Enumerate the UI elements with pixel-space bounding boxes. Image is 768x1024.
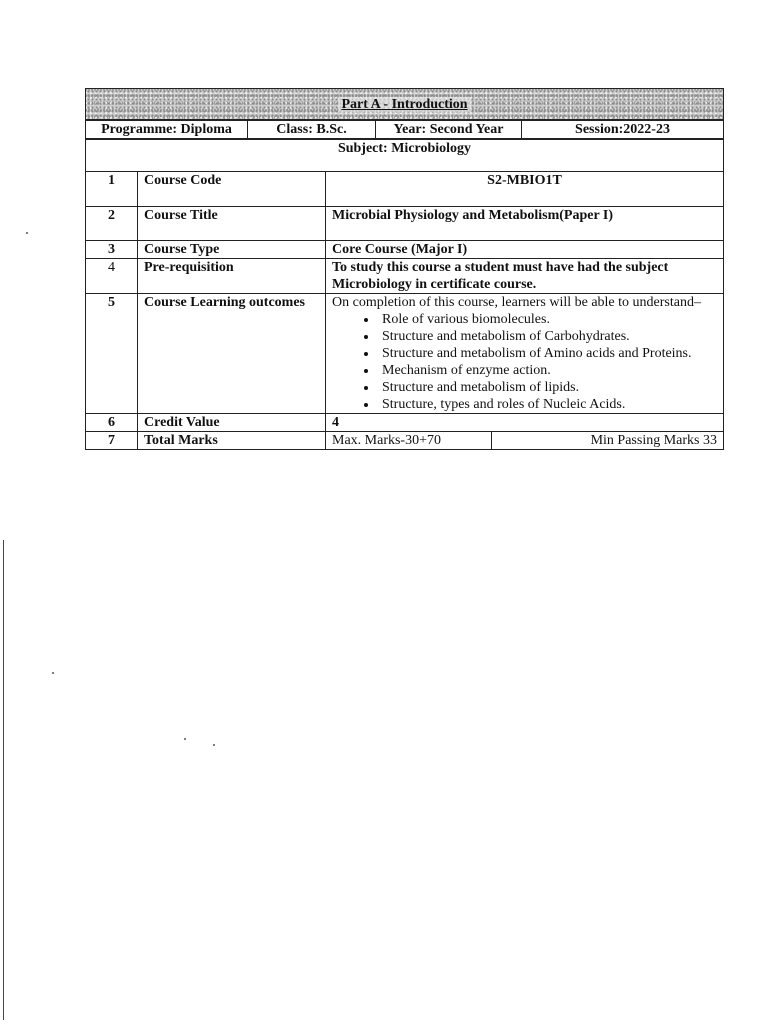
row-number: 1 [86,172,138,207]
part-a-banner [86,89,724,120]
outcome-item: • Structure and metabolism of lipids. [378,379,717,396]
course-title-value: Microbial Physiology and Metabolism(Paper I) [326,207,724,241]
row-label-pre-requisition: Pre-requisition [138,259,326,294]
class-cell: Class: B.Sc. [248,121,376,139]
subject-cell: Subject: Microbiology [86,140,724,172]
scan-speck [26,232,28,234]
details-table [85,139,724,450]
outcome-item: • Role of various biomolecules. [378,311,717,328]
row-number: 6 [86,414,138,432]
course-type-value: Core Course (Major I) [326,241,724,259]
row-number: 7 [86,432,138,450]
programme-cell: Programme: Diploma [86,121,248,139]
row-number: 5 [86,294,138,414]
outcome-item: • Mechanism of enzyme action. [378,362,717,379]
row-label-course-code: Course Code [138,172,326,207]
scan-speck [52,672,54,674]
session-cell: Session:2022-23 [522,121,724,139]
min-passing-marks-value: Min Passing Marks 33 [492,432,724,450]
row-label-credit-value: Credit Value [138,414,326,432]
row-label-total-marks: Total Marks [138,432,326,450]
credit-value: 4 [326,414,724,432]
row-label-course-title: Course Title [138,207,326,241]
header-row-table [85,120,724,139]
course-introduction-document [85,88,723,450]
row-number: 2 [86,207,138,241]
row-label-learning-outcomes: Course Learning outcomes [138,294,326,414]
year-cell: Year: Second Year [376,121,522,139]
outcome-item: • Structure, types and roles of Nucleic Acids. [378,396,717,413]
max-marks-value: Max. Marks-30+70 [326,432,492,450]
outcome-item: • Structure and metabolism of Amino acids and Proteins. [378,345,717,362]
outcomes-intro: On completion of this course, learners will be able to understand– [332,295,701,310]
course-code-value: S2-MBIO1T [326,172,724,207]
scan-page-edge [3,540,4,1020]
learning-outcomes-cell [326,294,724,414]
banner-title: Part A - Introduction [338,97,470,112]
outcomes-list [332,311,717,413]
scan-speck [184,738,186,740]
row-label-course-type: Course Type [138,241,326,259]
outcome-item: • Structure and metabolism of Carbohydrates. [378,328,717,345]
pre-requisition-value: To study this course a student must have had the subject Microbiology in certificate course. [326,259,724,294]
scan-speck [213,744,215,746]
row-number: 4 [86,259,138,294]
row-number: 3 [86,241,138,259]
course-table [85,88,724,120]
